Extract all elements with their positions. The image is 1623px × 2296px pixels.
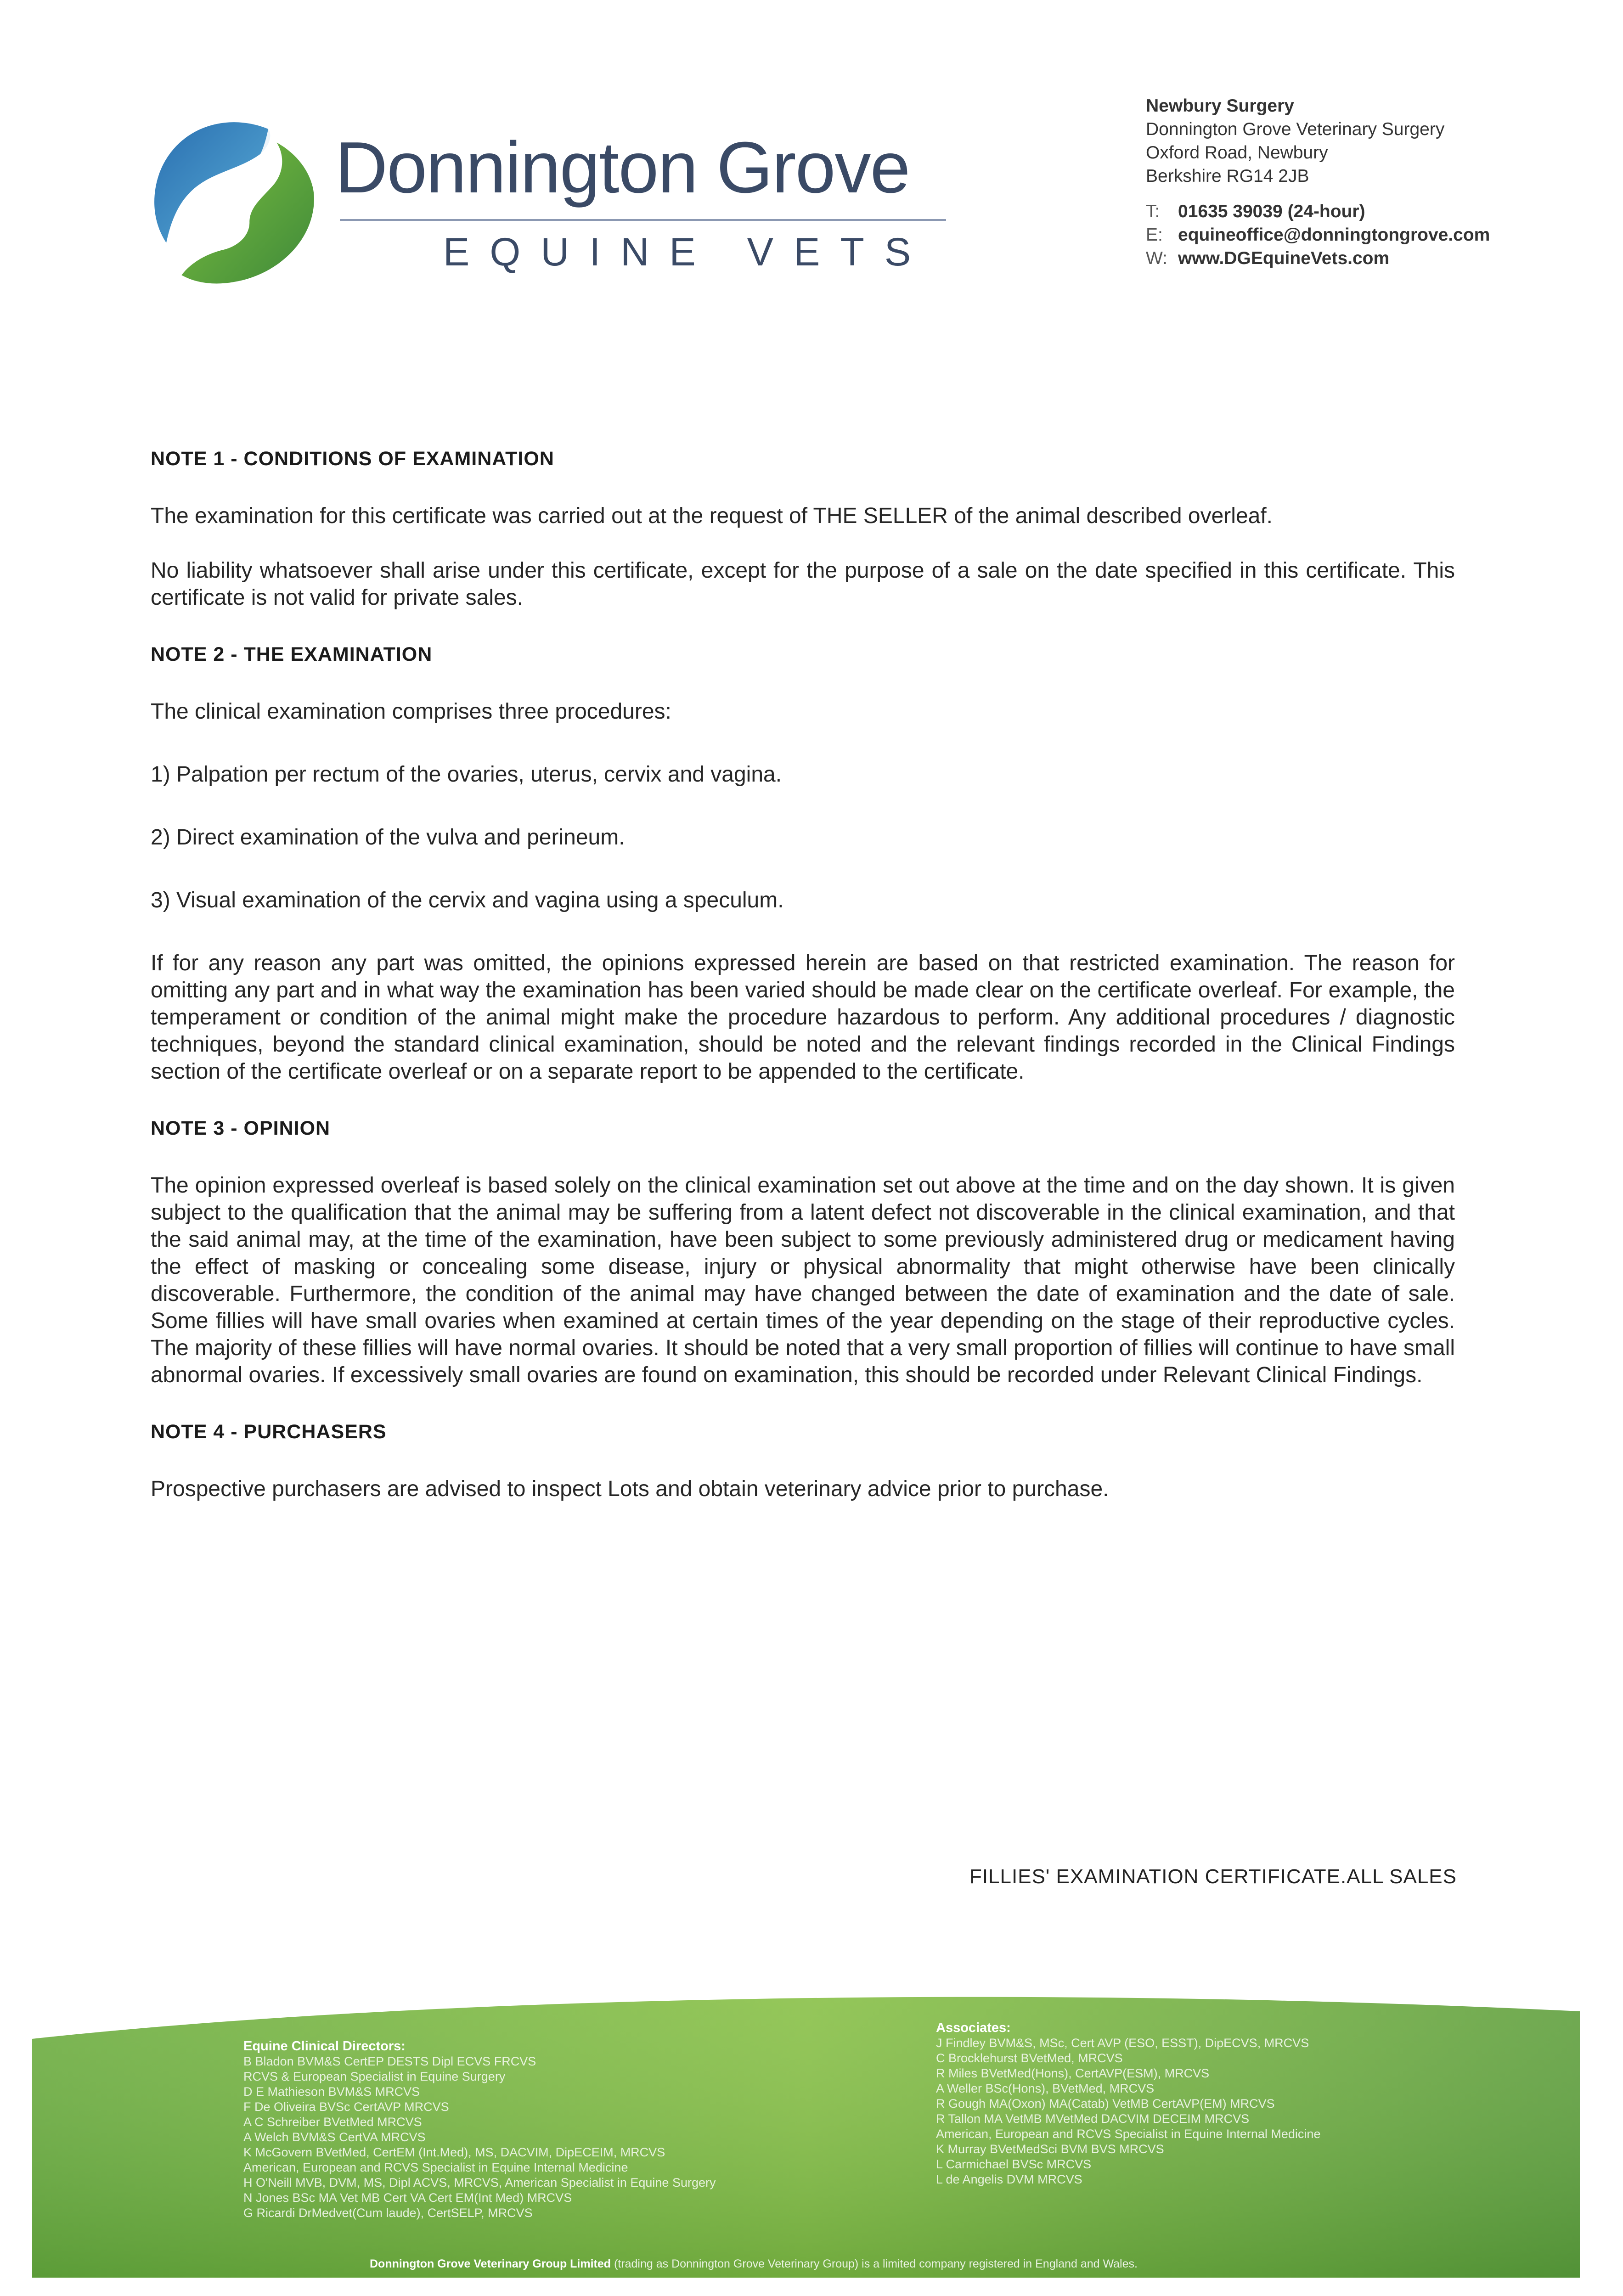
email-label: E: — [1146, 225, 1163, 245]
directors-list — [243, 2039, 716, 2221]
note-4-paragraph: Prospective purchasers are advised to inspect Lots and obtain veterinary advice prior to purchase. — [151, 1477, 1109, 1501]
note-1-paragraph: The examination for this certificate was carried out at the request of THE SELLER of the animal described overleaf. — [151, 504, 1273, 528]
email-link[interactable]: equineoffice@donningtongrove.com — [1178, 225, 1490, 245]
website-line — [1146, 247, 1605, 270]
director-entry: G Ricardi DrMedvet(Cum laude), CertSELP, MRCVS — [243, 2206, 533, 2220]
contact-block — [1146, 94, 1605, 270]
phone-label: T: — [1146, 202, 1160, 221]
associate-entry: K Murray BVetMedSci BVM BVS MRCVS — [936, 2142, 1164, 2156]
director-entry: D E Mathieson BVM&S MRCVS — [243, 2085, 420, 2099]
note-1 — [151, 448, 1455, 611]
horse-head-logo-icon — [149, 117, 319, 287]
note-2-intro: The clinical examination comprises three procedures: — [151, 699, 671, 724]
brand-subtitle: EQUINE VETS — [443, 230, 931, 274]
legal-company-name: Donnington Grove Veterinary Group Limited — [370, 2257, 611, 2270]
procedure-step: 3) Visual examination of the cervix and vagina using a speculum. — [151, 888, 784, 912]
phone-value: 01635 39039 (24-hour) — [1178, 202, 1365, 221]
address-line: Donnington Grove Veterinary Surgery — [1146, 119, 1445, 139]
director-entry: H O'Neill MVB, DVM, MS, Dipl ACVS, MRCVS, American Specialist in Equine Surgery — [243, 2176, 716, 2189]
note-1-paragraph: No liability whatsoever shall arise under this certificate, except for the purpose of a sale on the date specified in this certificate. This certificate is not valid for private sales. — [151, 558, 1455, 610]
director-entry: RCVS & European Specialist in Equine Surgery — [243, 2070, 506, 2083]
director-entry: A Welch BVM&S CertVA MRCVS — [243, 2130, 426, 2144]
website-link[interactable]: www.DGEquineVets.com — [1178, 248, 1390, 268]
director-entry: B Bladon BVM&S CertEP DESTS Dipl ECVS FRCVS — [243, 2054, 536, 2068]
procedure-step: 1) Palpation per rectum of the ovaries, uterus, cervix and vagina. — [151, 762, 782, 787]
associates-heading: Associates: — [936, 2020, 1011, 2035]
note-1-title: NOTE 1 - CONDITIONS OF EXAMINATION — [151, 448, 554, 470]
associate-entry: R Gough MA(Oxon) MA(Catab) VetMB CertAVP(EM) MRCVS — [936, 2097, 1275, 2110]
note-2-title: NOTE 2 - THE EXAMINATION — [151, 643, 433, 665]
website-label: W: — [1146, 248, 1167, 268]
associate-entry: A Weller BSc(Hons), BVetMed, MRCVS — [936, 2082, 1155, 2095]
director-entry: K McGovern BVetMed, CertEM (Int.Med), MS, DACVIM, DipECEIM, MRCVS — [243, 2145, 665, 2159]
address-line: Berkshire RG14 2JB — [1146, 166, 1309, 186]
email-line — [1146, 223, 1605, 247]
associate-entry: American, European and RCVS Specialist in Equine Internal Medicine — [936, 2127, 1321, 2141]
note-3-title: NOTE 3 - OPINION — [151, 1117, 331, 1139]
legal-notice — [370, 2257, 1138, 2271]
note-3-paragraph: The opinion expressed overleaf is based solely on the clinical examination set out above at the time and on the day shown. It is given subject to the qualification that the animal may be suffering from a latent defect not discoverable in the clinical examination, and that the said animal may, at the time of the examination, have been subject to some previously administered drug or medicament having the effect of masking or concealing some disease, injury or physical abnormality that might otherwise have been clinically discoverable. Furthermore, the condition of the animal may have changed between the date of examination and the date of sale. Some fillies will have small ovaries when examined at certain times of the year depending on the stage of their reproductive cycles. The majority of these fillies will have normal ovaries. It should be noted that a very small proportion of fillies will continue to have small abnormal ovaries. If excessively small ovaries are found on examination, this should be recorded under Relevant Clinical Findings. — [151, 1173, 1455, 1387]
brand-divider — [340, 219, 946, 221]
associate-entry: R Tallon MA VetMB MVetMed DACVIM DECEIM MRCVS — [936, 2112, 1250, 2126]
associate-entry: R Miles BVetMed(Hons), CertAVP(ESM), MRCVS — [936, 2066, 1210, 2080]
director-entry: N Jones BSc MA Vet MB Cert VA Cert EM(Int Med) MRCVS — [243, 2191, 572, 2205]
director-entry: F De Oliveira BVSc CertAVP MRCVS — [243, 2100, 449, 2114]
brand-name: Donnington Grove — [335, 127, 910, 208]
associate-entry: C Brocklehurst BVetMed, MRCVS — [936, 2051, 1123, 2065]
footer — [0, 1984, 1623, 2296]
surgery-name: Newbury Surgery — [1146, 96, 1294, 116]
note-2 — [151, 643, 1455, 1085]
note-3 — [151, 1117, 1455, 1389]
procedure-step: 2) Direct examination of the vulva and perineum. — [151, 825, 625, 850]
contact-spacer — [1146, 188, 1605, 200]
directors-heading: Equine Clinical Directors: — [243, 2039, 406, 2054]
associate-entry: L Carmichael BVSc MRCVS — [936, 2157, 1092, 2171]
director-entry: American, European and RCVS Specialist in Equine Internal Medicine — [243, 2161, 628, 2174]
note-2-paragraph: If for any reason any part was omitted, the opinions expressed herein are based on that restricted examination. The reason for omitting any part and in what way the examination has been varied should be made clear on the certificate overleaf. For example, the temperament or condition of the animal might make the procedure hazardous to perform. Any additional procedures / diagnostic techniques, beyond the standard clinical examination, should be noted and the relevant findings recorded in the Clinical Findings section of the certificate overleaf or on a separate report to be appended to the certificate. — [151, 951, 1455, 1084]
note-4 — [151, 1421, 1455, 1503]
director-entry: A C Schreiber BVetMed MRCVS — [243, 2115, 422, 2129]
notes-content — [151, 448, 1455, 1535]
logo — [149, 117, 958, 301]
certificate-title: FILLIES' EXAMINATION CERTIFICATE.ALL SALES — [969, 1865, 1457, 1888]
associates-list — [936, 2020, 1320, 2187]
legal-text: (trading as Donnington Grove Veterinary Group) is a limited company registered in England and Wales. — [611, 2257, 1138, 2270]
associate-entry: J Findley BVM&S, MSc, Cert AVP (ESO, ESST), DipECVS, MRCVS — [936, 2036, 1309, 2050]
address-line: Oxford Road, Newbury — [1146, 143, 1328, 163]
phone-line — [1146, 200, 1605, 223]
note-4-title: NOTE 4 - PURCHASERS — [151, 1421, 387, 1443]
associate-entry: L de Angelis DVM MRCVS — [936, 2172, 1082, 2186]
